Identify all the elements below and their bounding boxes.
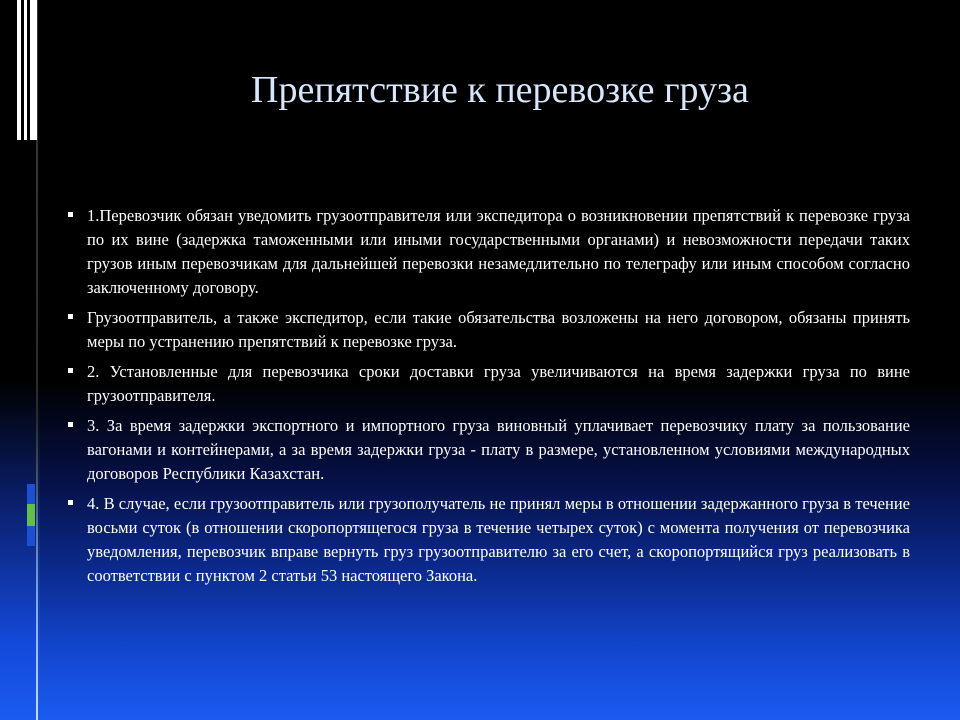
green-mark (27, 504, 35, 526)
square-bullet-icon (68, 314, 73, 319)
top-decor-stripes (17, 0, 37, 140)
square-bullet-icon (68, 422, 73, 427)
square-bullet-icon (68, 368, 73, 373)
bullet-text: Грузоотправитель, а также экспедитор, если такие обязательства возложены на него договором, обязаны принять меры по устранению препятствий к перевозке груза. (87, 308, 910, 351)
blue-mark (27, 526, 35, 546)
decor-stripe (17, 0, 21, 140)
blue-mark (27, 484, 35, 504)
bullet-text: 4. В случае, если грузоотправитель или грузополучатель не принял меры в отношении задержанного груза в течение восьми суток (в отношении скоропортящегося груза в течение четырех суток) с момента получения от перевозчика уведомления, перевозчик вправе вернуть груз грузоотправителю за его счет, а скоропортящийся груз реализовать в соответствии с пунктом 2 статьи 53 настоящего Закона. (87, 494, 910, 585)
bullet-text: 1.Перевозчик обязан уведомить грузоотправителя или экспедитора о возникновении препятствий к перевозке груза по их вине (задержка таможенными или иными государственными органами) и невозможности передачи таких грузов иным перевозчикам для дальнейшей перевозки незамедлительно по телеграфу или иным способом согласно заключенному договору. (87, 206, 910, 297)
decor-stripe (24, 0, 27, 140)
bullet-item (66, 360, 910, 408)
bullet-item (66, 204, 910, 300)
bullet-list (66, 204, 910, 594)
bullet-text: 3. За время задержки экспортного и импортного груза виновный уплачивает перевозчику плату за пользование вагонами и контейнерами, а за время задержки груза - плату в размере, установленном условиями международных договоров Республики Казахстан. (87, 416, 910, 483)
slide-title: Препятствие к перевозке груза (251, 69, 749, 111)
decor-stripe (30, 0, 37, 140)
square-bullet-icon (68, 212, 73, 217)
bullet-item (66, 414, 910, 486)
square-bullet-icon (68, 500, 73, 505)
bullet-item (66, 492, 910, 588)
bullet-item (66, 306, 910, 354)
bullet-text: 2. Установленные для перевозчика сроки доставки груза увеличиваются на время задержки груза по вине грузоотправителя. (87, 362, 910, 405)
